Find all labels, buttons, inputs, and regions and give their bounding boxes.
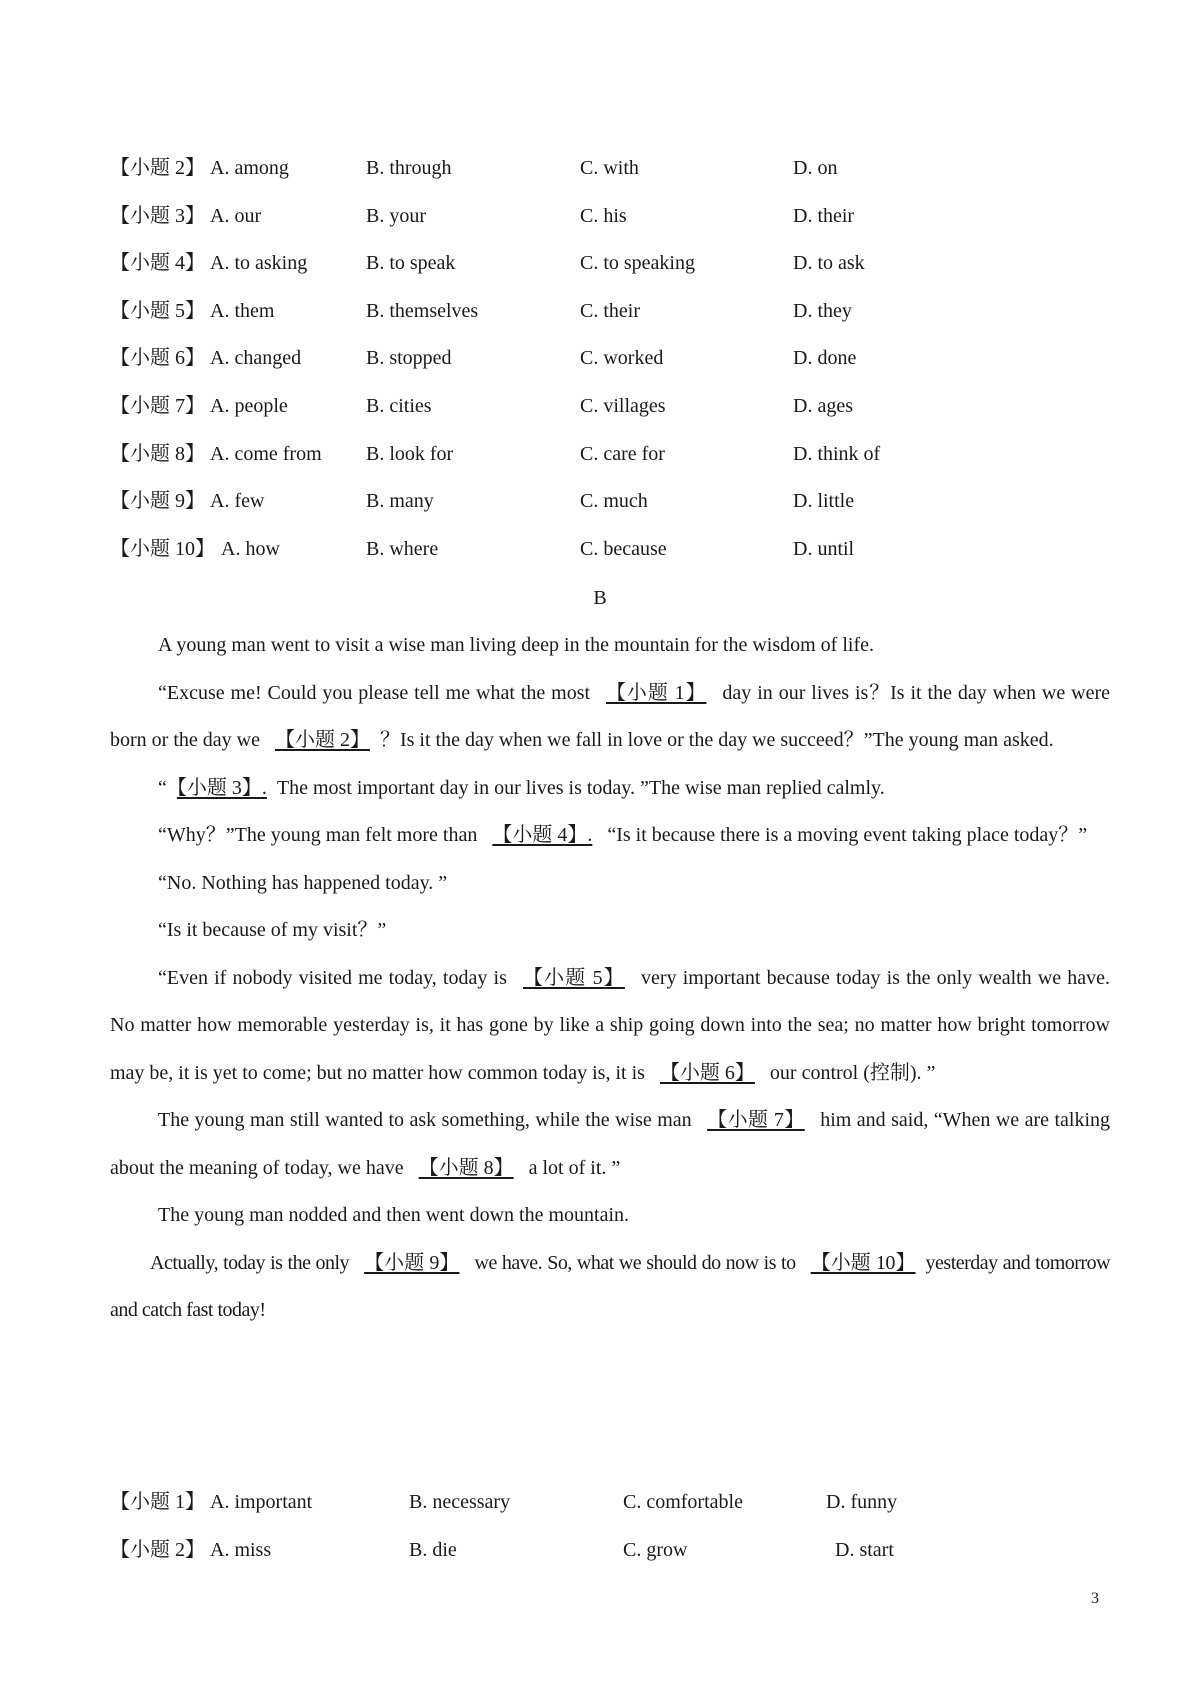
question-number: 【小题 10】 [110, 538, 215, 560]
passage-paragraph [110, 907, 1110, 955]
paragraph-text: The young man nodded and then went down the mountain. [158, 1204, 630, 1226]
option-b: B. cities [366, 395, 432, 417]
question-number: 【小题 7】 [110, 395, 205, 417]
paragraph-text: our control (控制). ” [769, 1061, 936, 1084]
option-b: B. to speak [366, 252, 456, 274]
option-d: D. ages [793, 395, 853, 417]
option-b: B. themselves [366, 300, 479, 322]
passage-paragraph [110, 812, 1110, 860]
page-number: 3 [1091, 1590, 1099, 1607]
question-number: 【小题 1】 [110, 1491, 205, 1513]
paragraph-text: yesterday and tomorrow and catch fast today! [110, 1251, 1111, 1321]
option-c: C. villages [580, 395, 666, 417]
paragraph-text: “Excuse me! Could you please tell me what the most [158, 681, 591, 704]
paragraph-text: “Why？”The young man felt more than [158, 824, 478, 846]
option-c: C. with [580, 157, 639, 179]
option-b: B. where [366, 538, 439, 560]
option-a: A. people [210, 395, 288, 417]
paragraph-text: A young man went to visit a wise man living deep in the mountain for the wisdom of life. [158, 634, 874, 656]
option-b: B. necessary [409, 1491, 511, 1513]
paragraph-text: “Even if nobody visited me today, today is [158, 966, 507, 989]
option-b: B. through [366, 157, 452, 179]
option-d: D. start [835, 1539, 894, 1561]
passage-paragraph [110, 1240, 1110, 1335]
option-d: D. until [793, 538, 855, 560]
blank-q10: 【小题 10】 [810, 1251, 916, 1274]
question-number: 【小题 9】 [110, 490, 205, 512]
option-d: D. little [793, 490, 855, 512]
passage-paragraph [110, 860, 1110, 908]
question-number: 【小题 2】 [110, 1539, 205, 1561]
paragraph-text: him and said, “When we are talking about the meaning of today, we have [110, 1109, 1111, 1179]
passage-paragraph [110, 1097, 1110, 1192]
blank-q2: 【小题 2】 [274, 729, 370, 751]
option-d: D. they [793, 300, 852, 322]
passage-paragraph [110, 670, 1110, 765]
option-a: A. to asking [210, 252, 308, 274]
option-a: A. important [210, 1491, 313, 1513]
option-b: B. die [409, 1539, 457, 1561]
paragraph-text: The most important day in our lives is today. ”The wise man replied calmly. [276, 776, 885, 799]
paragraph-text: ？Is it the day when we fall in love or the day we succeed？”The young man asked. [379, 729, 1054, 751]
question-number: 【小题 3】 [110, 205, 205, 227]
paragraph-text: The young man still wanted to ask something, while the wise man [158, 1109, 692, 1131]
question-number: 【小题 8】 [110, 443, 205, 465]
question-number: 【小题 5】 [110, 300, 205, 322]
option-a: A. how [221, 538, 280, 560]
option-c: C. because [580, 538, 667, 560]
paragraph-text: Actually, today is the only [150, 1251, 350, 1274]
option-b: B. your [366, 205, 426, 227]
passage-paragraph [110, 622, 1110, 670]
passage-paragraph [110, 1192, 1110, 1240]
paragraph-text: “Is it because there is a moving event taking place today？” [607, 824, 1088, 846]
option-b: B. many [366, 490, 434, 512]
blank-q1: 【小题 1】 [605, 681, 707, 704]
paragraph-text: a lot of it. ” [528, 1156, 621, 1179]
option-d: D. done [793, 347, 857, 369]
option-c: C. his [580, 205, 627, 227]
blank-q7: 【小题 7】 [707, 1109, 805, 1131]
blank-q4: 【小题 4】. [492, 824, 593, 846]
passage-paragraph [110, 955, 1110, 1098]
option-a: A. few [210, 490, 265, 512]
cloze-passage [110, 622, 1110, 1335]
blank-q6: 【小题 6】 [659, 1061, 755, 1084]
passage-paragraph [110, 765, 1110, 813]
option-b: B. stopped [366, 347, 452, 369]
option-a: A. them [210, 300, 275, 322]
option-d: D. to ask [793, 252, 865, 274]
blank-q3: 【小题 3】. [176, 776, 267, 799]
paragraph-text: very important because today is the only wealth we have. No matter how memorable yesterday is, it has gone by like a ship going down into the sea; no matter how bright tomorrow may be, it is yet to come; but no matter how common today is, it is [110, 966, 1111, 1084]
option-a: A. our [210, 205, 262, 227]
option-c: C. to speaking [580, 252, 695, 274]
blank-q9: 【小题 9】 [364, 1251, 460, 1274]
paragraph-text: “Is it because of my visit？” [158, 919, 387, 941]
paragraph-text: we have. So, what we should do now is to [474, 1251, 796, 1274]
option-d: D. on [793, 157, 838, 179]
option-d: D. their [793, 205, 855, 227]
question-number: 【小题 2】 [110, 157, 205, 179]
option-c: C. much [580, 490, 648, 512]
option-c: C. care for [580, 443, 665, 465]
question-number: 【小题 4】 [110, 252, 205, 274]
paragraph-text: day in our lives is？Is it the day when we were born or the day we [110, 681, 1111, 751]
option-d: D. think of [793, 443, 881, 465]
option-a: A. among [210, 157, 289, 179]
section-heading: B [593, 587, 607, 609]
paragraph-text: “No. Nothing has happened today. ” [158, 871, 448, 894]
option-c: C. their [580, 300, 640, 322]
option-c: C. grow [623, 1539, 688, 1561]
option-b: B. look for [366, 443, 454, 465]
blank-q5: 【小题 5】 [523, 966, 625, 989]
option-c: C. comfortable [623, 1491, 743, 1513]
option-d: D. funny [826, 1491, 898, 1513]
blank-q8: 【小题 8】 [418, 1156, 514, 1179]
option-a: A. changed [210, 347, 302, 369]
option-a: A. miss [210, 1539, 272, 1561]
option-c: C. worked [580, 347, 664, 369]
paragraph-text: “ [158, 776, 167, 799]
option-a: A. come from [210, 443, 322, 465]
question-number: 【小题 6】 [110, 347, 205, 369]
